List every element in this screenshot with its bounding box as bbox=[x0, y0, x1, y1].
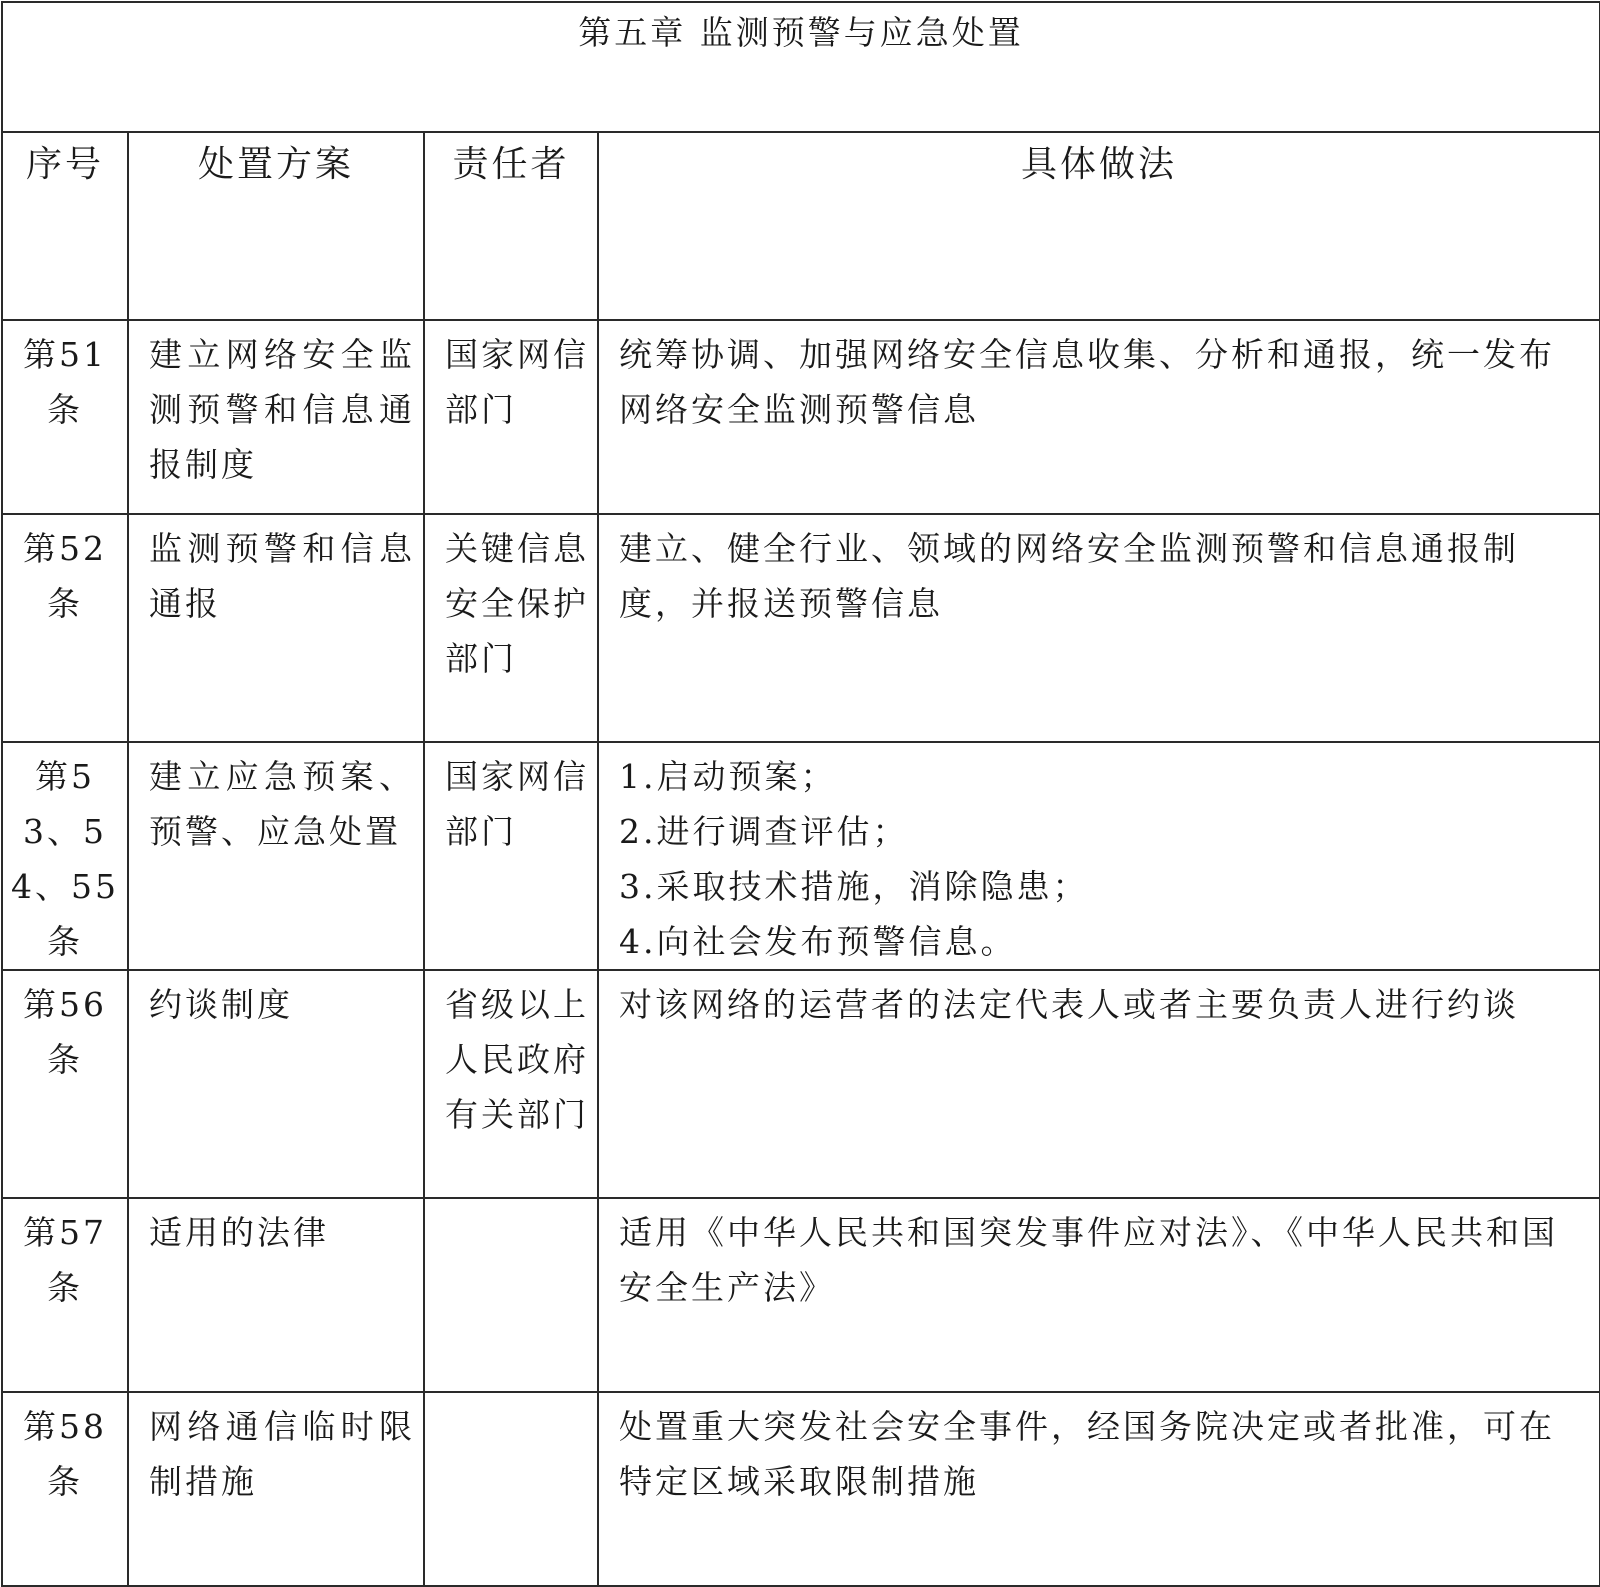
row-plan: 约谈制度 bbox=[128, 970, 424, 1198]
step-item: 2.进行调查评估； bbox=[619, 812, 909, 851]
table-row bbox=[2, 1392, 1600, 1586]
row-responsible bbox=[424, 1198, 598, 1392]
row-detail: 对该网络的运营者的法定代表人或者主要负责人进行约谈 bbox=[598, 970, 1600, 1198]
row-responsible: 国家网信部门 bbox=[424, 742, 598, 970]
row-plan: 建立网络安全监测预警和信息通报制度 bbox=[128, 320, 424, 514]
row-responsible bbox=[424, 1392, 598, 1586]
row-article-no: 第58条 bbox=[2, 1392, 128, 1586]
step-item: 3.采取技术措施，消除隐患； bbox=[619, 867, 1089, 906]
row-detail: 适用《中华人民共和国突发事件应对法》、《中华人民共和国安全生产法》 bbox=[598, 1198, 1600, 1392]
header-plan: 处置方案 bbox=[128, 132, 424, 320]
row-responsible: 省级以上人民政府有关部门 bbox=[424, 970, 598, 1198]
row-article-no: 第56条 bbox=[2, 970, 128, 1198]
row-detail-steps bbox=[598, 742, 1600, 970]
chapter-title: 第五章 监测预警与应急处置 bbox=[2, 2, 1600, 132]
row-detail: 建立、健全行业、领域的网络安全监测预警和信息通报制度，并报送预警信息 bbox=[598, 514, 1600, 742]
table-row bbox=[2, 320, 1600, 514]
row-plan: 监测预警和信息通报 bbox=[128, 514, 424, 742]
title-row bbox=[2, 2, 1600, 132]
row-article-no: 第57条 bbox=[2, 1198, 128, 1392]
row-article-no: 第52条 bbox=[2, 514, 128, 742]
regulation-table bbox=[1, 1, 1600, 1587]
header-resp: 责任者 bbox=[424, 132, 598, 320]
table-row bbox=[2, 970, 1600, 1198]
row-responsible: 关键信息安全保护部门 bbox=[424, 514, 598, 742]
header-detail: 具体做法 bbox=[598, 132, 1600, 320]
row-plan: 适用的法律 bbox=[128, 1198, 424, 1392]
header-no: 序号 bbox=[2, 132, 128, 320]
table-row bbox=[2, 742, 1600, 970]
table-row bbox=[2, 514, 1600, 742]
row-detail: 处置重大突发社会安全事件，经国务院决定或者批准，可在特定区域采取限制措施 bbox=[598, 1392, 1600, 1586]
row-detail: 统筹协调、加强网络安全信息收集、分析和通报，统一发布网络安全监测预警信息 bbox=[598, 320, 1600, 514]
row-article-no: 第53、54、55条 bbox=[2, 742, 128, 970]
row-plan: 建立应急预案、预警、应急处置 bbox=[128, 742, 424, 970]
step-item: 1.启动预案； bbox=[619, 757, 837, 796]
row-plan: 网络通信临时限制措施 bbox=[128, 1392, 424, 1586]
row-article-no: 第51条 bbox=[2, 320, 128, 514]
table-row bbox=[2, 1198, 1600, 1392]
header-row bbox=[2, 132, 1600, 320]
row-responsible: 国家网信部门 bbox=[424, 320, 598, 514]
step-item: 4.向社会发布预警信息。 bbox=[619, 922, 1017, 961]
